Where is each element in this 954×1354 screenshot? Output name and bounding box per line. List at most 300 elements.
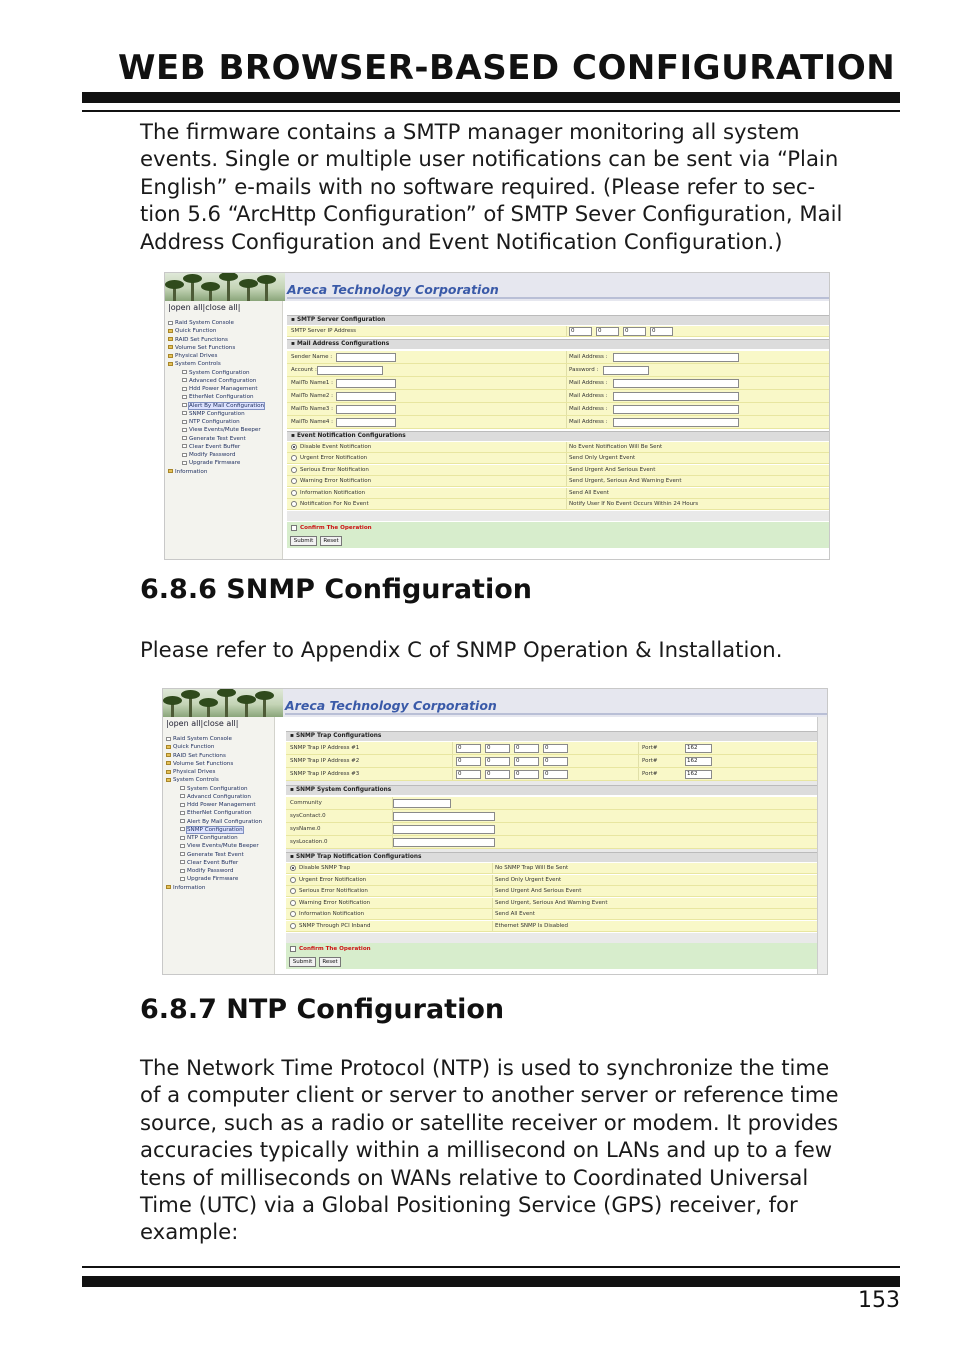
option-description: No SNMP Trap Will Be Sent: [495, 865, 569, 871]
column-divider: [452, 768, 453, 780]
nav-tree-item[interactable]: [168, 327, 274, 335]
mail-address-row: [287, 351, 829, 364]
text-input[interactable]: [393, 812, 495, 821]
nav-tree-label: View Events/Mute Beeper: [189, 427, 261, 434]
option-label: Notification For No Event: [300, 501, 369, 507]
section-header: [287, 339, 829, 349]
folder-icon: [166, 770, 171, 774]
radio-button[interactable]: [290, 900, 296, 906]
field-label: SMTP Server IP Address: [291, 328, 357, 334]
nav-tree-item[interactable]: [168, 402, 274, 410]
section-header: [286, 731, 817, 741]
radio-option-row: [287, 488, 829, 499]
page-icon: [180, 869, 185, 873]
radio-option-row: [286, 863, 817, 874]
page-icon: [182, 444, 187, 448]
nav-tree-item[interactable]: [168, 410, 274, 418]
nav-tree-label: Upgrade Firmware: [189, 460, 241, 467]
option-label: Serious Error Notification: [300, 466, 369, 473]
nav-tree-label: Quick Function: [173, 744, 215, 751]
nav-tree-label: System Controls: [173, 777, 219, 784]
nav-tree-item[interactable]: [168, 443, 274, 451]
ip-octet-input[interactable]: 0: [650, 327, 673, 336]
snmp-paragraph: Please refer to Appendix C of SNMP Operation & Installation.: [140, 637, 783, 662]
ntp-line: The Network Time Protocol (NTP) is used to synchronize the time: [140, 1055, 830, 1080]
page-icon: [180, 877, 185, 881]
option-label: Disable SNMP Trap: [299, 865, 351, 871]
open-close-all-link[interactable]: |open all|close all|: [166, 719, 239, 728]
text-input[interactable]: [336, 418, 396, 427]
folder-icon: [168, 329, 173, 333]
mail-address-row: [287, 390, 829, 403]
nav-tree-item[interactable]: [166, 875, 272, 883]
nav-tree-item[interactable]: [168, 459, 274, 467]
radio-option-row: [287, 476, 829, 487]
port-label: Port#: [642, 745, 658, 751]
section-title: ▪ SNMP System Configurations: [290, 787, 392, 793]
ip-octet-input[interactable]: 0: [485, 744, 510, 753]
brand-underline: [287, 297, 829, 299]
nav-tree-item[interactable]: [166, 793, 272, 801]
radio-option-row: [286, 886, 817, 897]
folder-icon: [166, 885, 171, 889]
nav-sidebar: [165, 301, 283, 559]
column-divider: [566, 351, 567, 363]
mail-address-row: [287, 377, 829, 390]
header-rule: [82, 92, 900, 103]
radio-button[interactable]: [290, 865, 296, 871]
mail-address-row: [287, 403, 829, 416]
nav-tree-item[interactable]: [168, 393, 274, 401]
nav-tree-item[interactable]: [168, 344, 274, 352]
nav-tree-item[interactable]: [166, 768, 272, 776]
confirm-row: [286, 943, 817, 955]
field-label: Mail Address :: [569, 354, 608, 360]
radio-button[interactable]: [290, 923, 296, 929]
nav-tree-label: RAID Set Functions: [173, 752, 226, 759]
nav-tree-item[interactable]: [168, 319, 274, 327]
column-divider: [566, 499, 567, 509]
text-input[interactable]: [336, 379, 396, 388]
brand-title: Areca Technology Corporation: [287, 282, 499, 297]
snmp-system-row: [286, 797, 817, 810]
page-icon: [182, 461, 187, 465]
nav-tree-item[interactable]: [166, 743, 272, 751]
ip-octet-input[interactable]: 0: [456, 757, 481, 766]
nav-tree-label: View Events/Mute Beeper: [187, 843, 259, 850]
section-title: ▪ SNMP Trap Notification Configurations: [290, 854, 422, 860]
page-icon: [182, 403, 187, 407]
nav-tree-item[interactable]: [168, 418, 274, 426]
port-input[interactable]: 162: [685, 744, 712, 753]
radio-button[interactable]: [290, 888, 296, 894]
nav-tree-item[interactable]: [166, 851, 272, 859]
ip-octet-input[interactable]: 0: [514, 744, 539, 753]
folder-icon: [168, 469, 173, 473]
confirm-row: [287, 522, 829, 534]
folder-icon: [166, 778, 171, 782]
nav-tree-item[interactable]: [166, 842, 272, 850]
column-divider: [566, 377, 567, 389]
mail-address-row: [287, 416, 829, 429]
column-divider: [492, 909, 493, 919]
nav-tree-item[interactable]: [166, 867, 272, 875]
option-description: Notify User If No Event Occurs Within 24 Hours: [569, 501, 699, 507]
submit-button[interactable]: Submit: [290, 536, 317, 546]
snmp-section-heading: 6.8.6 SNMP Configuration: [140, 574, 532, 605]
confirm-checkbox[interactable]: [290, 946, 296, 952]
nav-tree-item[interactable]: [166, 884, 272, 892]
folder-icon: [168, 337, 173, 341]
field-label: sysName.0: [290, 826, 321, 832]
intro-line: tion 5.6 “ArcHttp Configuration” of SMTP Sever Configuration, Mail: [140, 201, 843, 227]
nav-tree-label: Physical Drives: [175, 353, 218, 359]
column-divider: [638, 742, 639, 754]
option-description: Send Urgent And Serious Event: [495, 888, 582, 894]
nav-tree-label: Volume Set Functions: [173, 760, 234, 767]
option-label: Urgent Error Notification: [299, 876, 367, 883]
nav-tree-label: Modify Password: [189, 452, 236, 458]
column-divider: [638, 755, 639, 767]
ip-octet-input[interactable]: 0: [485, 770, 510, 779]
nav-sidebar: [163, 717, 275, 974]
reset-button[interactable]: Reset: [319, 957, 341, 967]
nav-tree-item[interactable]: [166, 809, 272, 817]
text-input[interactable]: [336, 405, 396, 414]
palm-trees-image: [163, 689, 283, 717]
field-label: Mail Address :: [569, 393, 608, 399]
option-description: Ethernet SNMP Is Disabled: [495, 922, 568, 929]
field-label: MailTo Name1 :: [291, 380, 334, 386]
button-row: [286, 955, 817, 969]
confirm-label: Confirm The Operation: [300, 525, 372, 531]
port-input[interactable]: 162: [685, 757, 712, 766]
text-input[interactable]: [336, 353, 396, 362]
option-description: No Event Notification Will Be Sent: [569, 444, 663, 450]
ip-octet-input[interactable]: 0: [569, 327, 592, 336]
section-title: ▪ Mail Address Configurations: [291, 341, 390, 347]
nav-tree-label: Information: [173, 884, 206, 891]
text-input[interactable]: [317, 366, 383, 375]
column-divider: [452, 742, 453, 754]
page-header-title: WEB BROWSER-BASED CONFIGURATION: [118, 48, 896, 88]
ip-octet-input[interactable]: 0: [514, 757, 539, 766]
ip-octet-input[interactable]: 0: [596, 327, 619, 336]
snmp-system-row: [286, 836, 817, 849]
radio-button[interactable]: [291, 455, 297, 461]
folder-icon: [166, 753, 171, 757]
snmp-system-row: [286, 810, 817, 823]
ip-octet-input[interactable]: 0: [485, 757, 510, 766]
column-divider: [492, 921, 493, 931]
field-label: MailTo Name2 :: [291, 393, 334, 399]
confirm-label: Confirm The Operation: [299, 946, 371, 952]
nav-tree-item[interactable]: [166, 801, 272, 809]
column-divider: [638, 768, 639, 780]
ip-octet-input[interactable]: 0: [514, 770, 539, 779]
column-divider: [566, 403, 567, 415]
nav-tree-label: Physical Drives: [173, 769, 216, 775]
section-header: [287, 315, 829, 325]
nav-tree-item[interactable]: [166, 859, 272, 867]
text-input[interactable]: [613, 353, 739, 362]
ntp-line: source, such as a radio or satellite receiver or modem. It provides: [140, 1109, 839, 1135]
field-label: Password :: [569, 367, 599, 373]
nav-tree-label: SNMP Configuration: [187, 826, 243, 833]
option-description: Send All Event: [569, 489, 609, 496]
main-form: [286, 717, 817, 974]
submit-button[interactable]: Submit: [289, 957, 316, 967]
page-icon: [168, 321, 173, 325]
field-label: Mail Address :: [569, 419, 608, 425]
radio-option-row: [286, 909, 817, 920]
column-divider: [492, 863, 493, 873]
column-divider: [452, 755, 453, 767]
option-label: Warning Error Notification: [299, 899, 371, 906]
radio-option-row: [287, 453, 829, 464]
radio-button[interactable]: [291, 478, 297, 484]
section-header: [287, 431, 829, 441]
nav-tree-label: Generate Test Event: [187, 851, 244, 858]
page-icon: [180, 819, 185, 823]
radio-option-row: [286, 875, 817, 886]
option-label: Information Notification: [300, 489, 366, 496]
ip-octet-input[interactable]: 0: [456, 744, 481, 753]
text-input[interactable]: [613, 405, 739, 414]
ip-octet-input[interactable]: 0: [543, 770, 568, 779]
page-icon: [182, 395, 187, 399]
option-label: Urgent Error Notification: [300, 455, 368, 462]
port-input[interactable]: 162: [685, 770, 712, 779]
nav-tree-item[interactable]: [166, 752, 272, 760]
nav-tree-item[interactable]: [166, 760, 272, 768]
ntp-line: example:: [140, 1219, 239, 1245]
nav-tree-label: Clear Event Buffer: [187, 859, 239, 866]
column-divider: [492, 898, 493, 908]
nav-tree-label: Alert By Mail Configuration: [187, 818, 263, 825]
column-divider: [492, 886, 493, 896]
nav-tree-label: Raid System Console: [173, 736, 232, 742]
intro-line: events. Single or multiple user notifications can be sent via “Plain: [140, 146, 839, 172]
field-label: SNMP Trap IP Address #2: [290, 758, 360, 764]
text-input[interactable]: [336, 392, 396, 401]
text-input[interactable]: [613, 392, 739, 401]
nav-tree-item[interactable]: [168, 360, 274, 368]
nav-tree-item[interactable]: [168, 336, 274, 344]
folder-icon: [166, 761, 171, 765]
nav-tree-item[interactable]: [168, 352, 274, 360]
nav-tree-item[interactable]: [168, 468, 274, 476]
nav-tree: [166, 735, 272, 892]
page-icon: [180, 786, 185, 790]
open-close-all-link[interactable]: |open all|close all|: [168, 303, 241, 312]
option-label: Information Notification: [299, 911, 365, 917]
page-icon: [180, 852, 185, 856]
nav-tree-label: Hdd Power Management: [187, 802, 256, 808]
column-divider: [492, 875, 493, 885]
field-label: Sender Name :: [291, 354, 333, 360]
scrollbar[interactable]: [817, 717, 827, 974]
field-label: sysContact.0: [290, 813, 326, 819]
page-icon: [180, 860, 185, 864]
ip-octet-input[interactable]: 0: [543, 744, 568, 753]
option-description: Send Urgent And Serious Event: [569, 466, 656, 473]
radio-button[interactable]: [291, 444, 297, 450]
palm-trees-image: [165, 273, 285, 301]
ntp-line: Time (UTC) via a Global Positioning Service (GPS) receiver, for: [140, 1192, 798, 1218]
nav-tree-item[interactable]: [168, 426, 274, 434]
button-row: [287, 534, 829, 548]
snmp-trap-row: [286, 768, 817, 781]
port-label: Port#: [642, 758, 658, 764]
radio-button[interactable]: [291, 467, 297, 473]
page-icon: [182, 428, 187, 432]
nav-tree-item[interactable]: [166, 776, 272, 784]
intro-line: English” e-mails with no software required. (Please refer to sec-: [140, 173, 816, 199]
nav-tree: [168, 319, 274, 476]
column-divider: [566, 453, 567, 463]
option-description: Send Urgent, Serious And Warning Event: [569, 478, 682, 485]
snmp-trap-row: [286, 742, 817, 755]
ip-octet-input[interactable]: 0: [623, 327, 646, 336]
page-icon: [166, 737, 171, 741]
nav-tree-label: Advanced Configuration: [189, 377, 257, 384]
page-icon: [182, 378, 187, 382]
intro-line: The firmware contains a SMTP manager monitoring all system: [140, 119, 800, 144]
spacer: [287, 511, 829, 521]
field-label: MailTo Name4 :: [291, 419, 334, 425]
page-icon: [180, 836, 185, 840]
ntp-line: of a computer client or server to another server or reference time: [140, 1082, 839, 1108]
column-divider: [566, 326, 567, 336]
radio-option-row: [287, 442, 829, 453]
radio-option-row: [286, 898, 817, 909]
nav-tree-label: NTP Configuration: [189, 419, 240, 425]
intro-line: Address Configuration and Event Notification Configuration.): [140, 228, 783, 254]
nav-tree-item[interactable]: [166, 818, 272, 826]
ntp-paragraph: [140, 1054, 910, 1246]
option-label: SNMP Through PCI Inband: [299, 922, 371, 929]
field-label: SNMP Trap IP Address #3: [290, 771, 360, 777]
text-input[interactable]: [393, 825, 495, 834]
field-label: SNMP Trap IP Address #1: [290, 745, 360, 751]
ip-octet-input[interactable]: 0: [543, 757, 568, 766]
column-divider: [566, 390, 567, 402]
nav-tree-item[interactable]: [168, 385, 274, 393]
page-icon: [182, 370, 187, 374]
nav-tree-item[interactable]: [168, 435, 274, 443]
nav-tree-label: Volume Set Functions: [175, 344, 236, 351]
confirm-checkbox[interactable]: [291, 525, 297, 531]
page-icon: [182, 436, 187, 440]
section-title: ▪ SNMP Trap Configurations: [290, 733, 382, 739]
text-input[interactable]: [613, 418, 739, 427]
ntp-line: tens of milliseconds on WANs relative to Coordinated Universal: [140, 1164, 809, 1190]
section-title: ▪ SMTP Server Configuration: [291, 317, 386, 323]
field-label: sysLocation.0: [290, 839, 328, 845]
radio-button[interactable]: [291, 501, 297, 507]
page-icon: [180, 803, 185, 807]
text-input[interactable]: [393, 799, 451, 808]
nav-tree-item[interactable]: [168, 377, 274, 385]
nav-tree-label: Hdd Power Management: [189, 386, 258, 392]
nav-tree-label: Generate Test Event: [189, 435, 246, 442]
nav-tree-item[interactable]: [166, 785, 272, 793]
folder-icon: [168, 362, 173, 366]
snmp-trap-row: [286, 755, 817, 768]
option-description: Send All Event: [495, 911, 535, 917]
section-header: [286, 852, 817, 862]
radio-button[interactable]: [290, 877, 296, 883]
text-input[interactable]: [613, 379, 739, 388]
text-input[interactable]: [603, 366, 649, 375]
option-label: Serious Error Notification: [299, 888, 368, 894]
radio-button[interactable]: [291, 490, 297, 496]
nav-tree-item[interactable]: [168, 369, 274, 377]
page-icon: [180, 827, 185, 831]
footer-rule: [82, 1276, 900, 1287]
nav-tree-label: Clear Event Buffer: [189, 443, 241, 450]
reset-button[interactable]: Reset: [320, 536, 342, 546]
column-divider: [566, 364, 567, 376]
banner: [163, 689, 827, 717]
ntp-line: accuracies typically within a millisecond on LANs and up to a few: [140, 1137, 833, 1163]
nav-tree-label: Advancd Configuration: [187, 793, 251, 800]
brand-title: Areca Technology Corporation: [285, 698, 497, 713]
ip-octet-input[interactable]: 0: [456, 770, 481, 779]
nav-tree-label: RAID Set Functions: [175, 336, 228, 343]
nav-tree-item[interactable]: [166, 834, 272, 842]
folder-icon: [166, 745, 171, 749]
smtp-config-screenshot: [164, 272, 830, 560]
column-divider: [566, 488, 567, 498]
intro-paragraph: [140, 118, 910, 255]
section-header: [286, 785, 817, 795]
page-icon: [182, 420, 187, 424]
ntp-section-heading: 6.8.7 NTP Configuration: [140, 994, 505, 1025]
text-input[interactable]: [393, 838, 495, 847]
page-icon: [180, 844, 185, 848]
nav-tree-item[interactable]: [168, 451, 274, 459]
nav-tree-label: System Configuration: [187, 785, 248, 792]
field-label: Mail Address :: [569, 406, 608, 412]
main-form: [287, 301, 829, 559]
field-label: Account :: [291, 367, 317, 373]
nav-tree-label: SNMP Configuration: [189, 410, 245, 417]
page-icon: [182, 411, 187, 415]
footer-thin-rule: [82, 1266, 900, 1268]
radio-button[interactable]: [290, 911, 296, 917]
nav-tree-label: NTP Configuration: [187, 835, 238, 841]
page-number: 153: [858, 1288, 900, 1313]
nav-tree-item[interactable]: [166, 826, 272, 834]
nav-tree-item[interactable]: [166, 735, 272, 743]
option-label: Disable Event Notification: [300, 444, 372, 450]
option-label: Warning Error Notification: [300, 478, 372, 485]
field-label: Mail Address :: [569, 380, 608, 386]
smtp-server-row: [287, 326, 829, 337]
nav-tree-label: EtherNet Configuration: [187, 810, 252, 817]
mail-address-row: [287, 364, 829, 377]
radio-option-row: [287, 465, 829, 476]
nav-tree-label: Raid System Console: [175, 320, 234, 326]
nav-tree-label: EtherNet Configuration: [189, 394, 254, 401]
radio-option-row: [287, 499, 829, 510]
nav-tree-label: Information: [175, 468, 208, 475]
folder-icon: [168, 345, 173, 349]
folder-icon: [168, 354, 173, 358]
page-icon: [182, 453, 187, 457]
